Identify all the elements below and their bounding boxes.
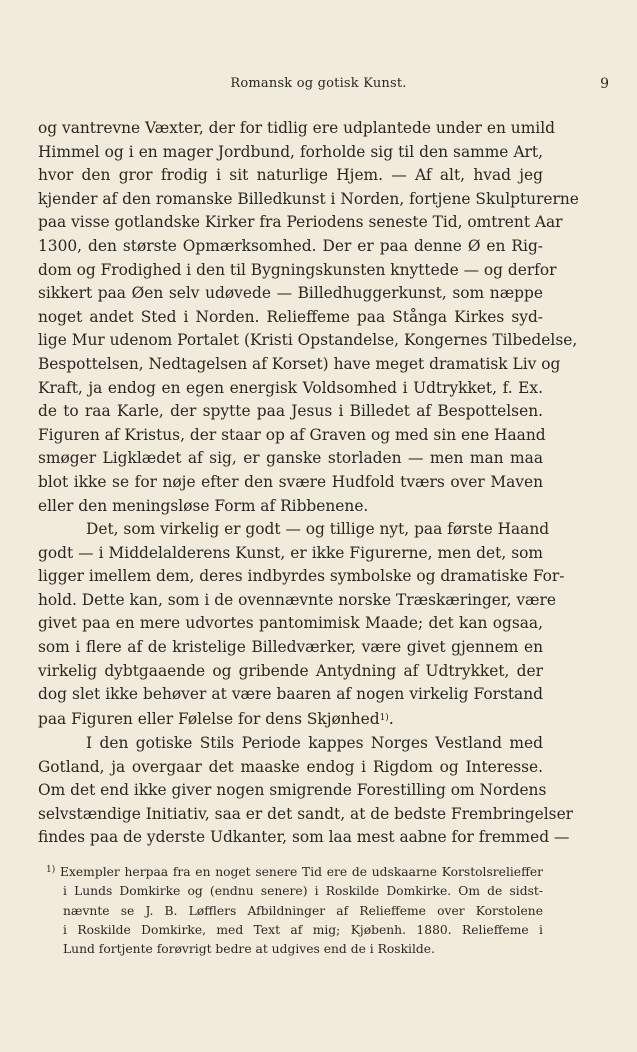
- footnote-marker: 1): [46, 865, 56, 875]
- text-line: eller den meningsløse Form af Ribbenene.: [38, 496, 369, 515]
- text-line: givet paa en mere udvortes pantomimisk Maade; det kan ogsaa,: [38, 614, 543, 633]
- text-line-content: paa Figuren eller Følelse for dens Skjønhed: [38, 709, 380, 728]
- text-line: de to raa Karle, der spytte paa Jesus i Billedet af Bespottelsen.: [38, 402, 543, 421]
- text-line: kjender af den romanske Billedkunst i Norden, fortjene Skulpturerne: [38, 189, 579, 208]
- text-line: virkelig dybtgaaende og gribende Antydning af Udtrykket, der: [38, 661, 543, 680]
- page-number: 9: [600, 76, 609, 92]
- text-line: findes paa de yderste Udkanter, som laa mest aabne for fremmed —: [38, 828, 570, 847]
- text-line: I den gotiske Stils Periode kappes Norges Vestland med: [86, 734, 543, 752]
- text-line: ligger imellem dem, deres indbyrdes symbolske og dramatiske For-: [38, 567, 565, 586]
- footnote-line: i Lunds Domkirke og (endnu senere) i Roskilde Domkirke. Om de sidst-: [63, 884, 543, 899]
- text-line: hold. Dette kan, som i de ovennævnte norske Træskæringer, være: [38, 590, 556, 609]
- main-text: [38, 117, 579, 731]
- text-line: lige Mur udenom Portalet (Kristi Opstandelse, Kongernes Tilbedelse,: [38, 331, 578, 350]
- text-line: dom og Frodighed i den til Bygningskunsten knyttede — og derfor: [38, 260, 557, 279]
- footnote-line: nævnte se J. B. Løfflers Afbildninger af Relieffeme over Korstolene: [63, 903, 543, 918]
- text-line: dog slet ikke behøver at være baaren af nogen virkelig Forstand: [38, 685, 543, 704]
- text-line: Bespottelsen, Nedtagelsen af Korset) have meget dramatisk Liv og: [38, 354, 561, 373]
- text-line: hvor den gror frodig i sit naturlige Hjem. — Af alt, hvad jeg: [38, 166, 543, 185]
- running-title: Romansk og gotisk Kunst.: [230, 76, 407, 91]
- text-line: Det, som virkelig er godt — og tillige nyt, paa første Haand: [86, 520, 550, 539]
- text-line: Kraft, ja endog en egen energisk Voldsomhed i Udtrykket, f. Ex.: [38, 378, 543, 397]
- text-line: paa Figuren eller Følelse for dens Skjønhed$^{1)}$.: [38, 709, 394, 728]
- text-line: paa visse gotlandske Kirker fra Periodens seneste Tid, omtrent Aar: [38, 213, 563, 232]
- text-line: noget andet Sted i Norden. Relieffeme paa Stånga Kirkes syd-: [38, 307, 543, 326]
- text-line: 1300, den største Opmærksomhed. Der er paa denne Ø en Rig-: [38, 236, 543, 255]
- paragraph-1: [38, 117, 579, 518]
- text-line: som i flere af de kristelige Billedværker, være givet gjennem en: [38, 638, 543, 657]
- paragraph-2: [38, 518, 565, 731]
- text-line: godt — i Middelalderens Kunst, er ikke Figurerne, men det, som: [38, 543, 543, 562]
- text-line: Om det end ikke giver nogen smigrende Forestilling om Nordens: [38, 781, 547, 800]
- footnote-line: i Roskilde Domkirke, med Text af mig; Kjøbenh. 1880. Relieffeme i: [63, 922, 543, 937]
- text-line: blot ikke se for nøje efter den svære Hudfold tværs over Maven: [38, 472, 543, 491]
- text-line: Gotland, ja overgaar det maaske endog i Rigdom og Interesse.: [38, 757, 543, 776]
- paragraph-3: [38, 732, 574, 850]
- text-line: Figuren af Kristus, der staar op af Graven og med sin ene Haand: [38, 425, 546, 444]
- text-line: sikkert paa Øen selv udøvede — Billedhuggerkunst, som næppe: [38, 284, 543, 303]
- footnote-line: Lund fortjente forøvrigt bedre at udgives end de i Roskilde.: [63, 942, 435, 957]
- text-line: smøger Ligklædet af sig, er ganske storladen — men man maa: [38, 449, 543, 468]
- text-line: selvstændige Initiativ, saa er det sandt, at de bedste Frembringelser: [38, 804, 574, 823]
- text-line: og vantrevne Væxter, der for tidlig ere udplantede under en umild: [38, 119, 555, 137]
- footnote-text: Exempler herpaa fra en noget senere Tid ere de udskaarne Korstolsrelieffer: [59, 865, 543, 879]
- text-line: Himmel og i en mager Jordbund, forholde sig til den samme Art,: [38, 142, 543, 161]
- footnote-reference[interactable]: 1): [379, 712, 389, 723]
- footnotes: [46, 861, 543, 959]
- footnote-line: [46, 861, 543, 882]
- main-text-continued: [38, 732, 574, 850]
- running-head: [0, 76, 637, 96]
